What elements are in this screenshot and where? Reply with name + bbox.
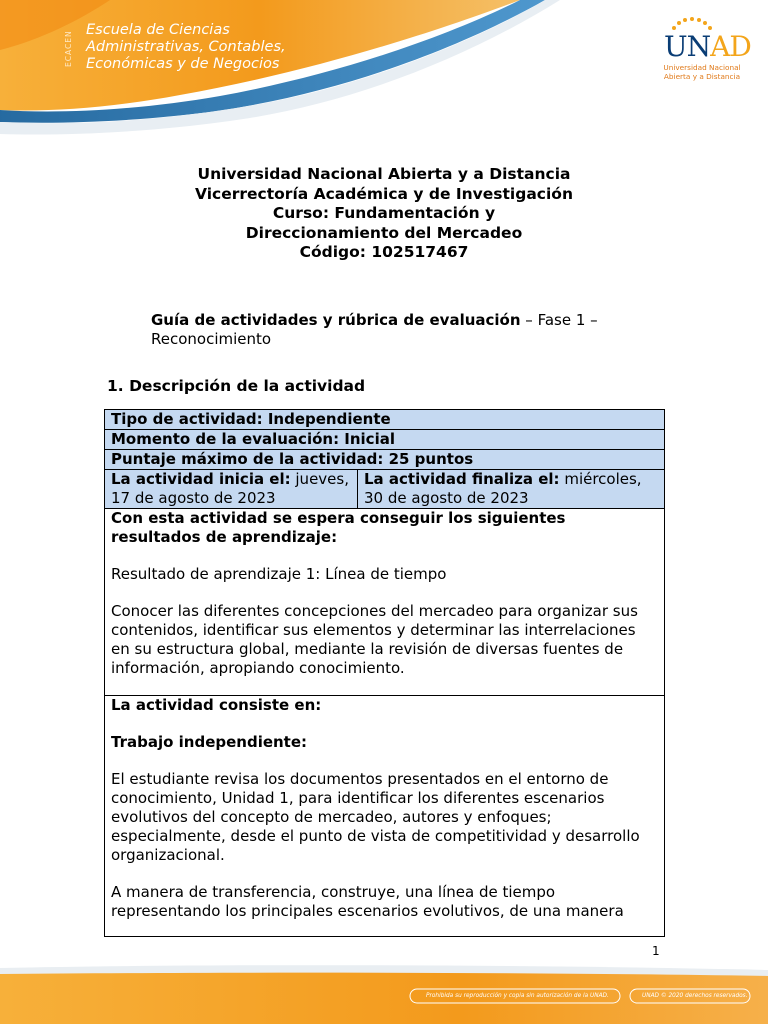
title-line: Código: 102517467 — [299, 243, 469, 261]
logo-ad: AD — [710, 30, 751, 63]
activity-table — [104, 409, 665, 937]
guide-title-phase: – Fase 1 – — [520, 311, 598, 329]
school-name — [86, 22, 286, 73]
table-row — [105, 410, 665, 430]
logo-caption — [662, 64, 742, 81]
document-title — [0, 165, 768, 263]
logo-caption-line: Abierta y a Distancia — [663, 71, 741, 81]
learning-outcome-1: Resultado de aprendizaje 1: Línea de tiempo — [111, 565, 447, 583]
table-row — [105, 430, 665, 450]
logo-un: UN — [664, 30, 711, 63]
end-date-cell: La actividad finaliza el: miércoles, 30 de agosto de 2023 — [358, 470, 665, 509]
activity-paragraph: El estudiante revisa los documentos presentados en el entorno de conocimiento, Unidad 1, para identificar los diferentes escenarios evolutivos del concepto de mercadeo, autores y enfoques; especialmente, desde el punto de vista de competitividad y desarrollo organizacional. — [111, 770, 640, 864]
activity-paragraph: A manera de transferencia, construye, una línea de tiempo representando los principales escenarios evolutivos, de una manera — [111, 883, 624, 920]
title-line: Vicerrectoría Académica y de Investigación — [195, 184, 573, 203]
activity-type-cell: Tipo de actividad: Independiente — [105, 410, 665, 430]
title-line: Direccionamiento del Mercadeo — [245, 223, 523, 242]
footer-banner — [0, 958, 768, 1024]
page-number: 1 — [652, 944, 660, 958]
footer-copyright-notice: Prohibida su reproducción y copia sin autorización de la UNAD. — [426, 993, 609, 999]
activity-description-cell — [105, 696, 665, 937]
table-row — [105, 450, 665, 470]
guide-title — [151, 311, 651, 349]
max-score-cell: Puntaje máximo de la actividad: 25 puntos — [105, 450, 665, 470]
start-date-cell: La actividad inicia el: jueves, 17 de agosto de 2023 — [105, 470, 358, 509]
school-name-line: Económicas y de Negocios — [86, 56, 280, 72]
school-acronym: ECACEN — [64, 30, 73, 68]
independent-work-heading: Trabajo independiente: — [111, 733, 308, 751]
guide-title-phase-name: Reconocimiento — [151, 330, 272, 348]
table-row — [105, 509, 665, 696]
footer-wave-graphic — [0, 958, 768, 1024]
table-row — [105, 696, 665, 937]
school-name-line: Administrativas, Contables, — [86, 39, 286, 55]
logo-caption-line: Universidad Nacional — [663, 63, 741, 72]
section-heading: 1. Descripción de la actividad — [107, 377, 366, 395]
unad-logo-wordmark — [664, 30, 751, 63]
guide-title-bold: Guía de actividades y rúbrica de evaluación — [151, 311, 521, 329]
table-row — [105, 470, 665, 509]
activity-consists-heading: La actividad consiste en: — [111, 696, 322, 714]
learning-outcomes-cell — [105, 509, 665, 696]
evaluation-moment-cell: Momento de la evaluación: Inicial — [105, 430, 665, 450]
learning-outcomes-heading: Con esta actividad se espera conseguir los siguientes resultados de aprendizaje: — [111, 509, 566, 546]
school-name-line: Escuela de Ciencias — [86, 22, 230, 38]
title-line: Curso: Fundamentación y — [272, 204, 496, 222]
learning-outcome-description: Conocer las diferentes concepciones del mercadeo para organizar sus contenidos, identificar sus elementos y determinar las interrelaciones en su estructura global, mediante la revisión de diversas fuentes de información, apropiando conocimiento. — [111, 602, 638, 677]
footer-rights: UNAD © 2020 derechos reservados. — [642, 993, 748, 999]
title-line: Universidad Nacional Abierta y a Distancia — [197, 165, 571, 183]
